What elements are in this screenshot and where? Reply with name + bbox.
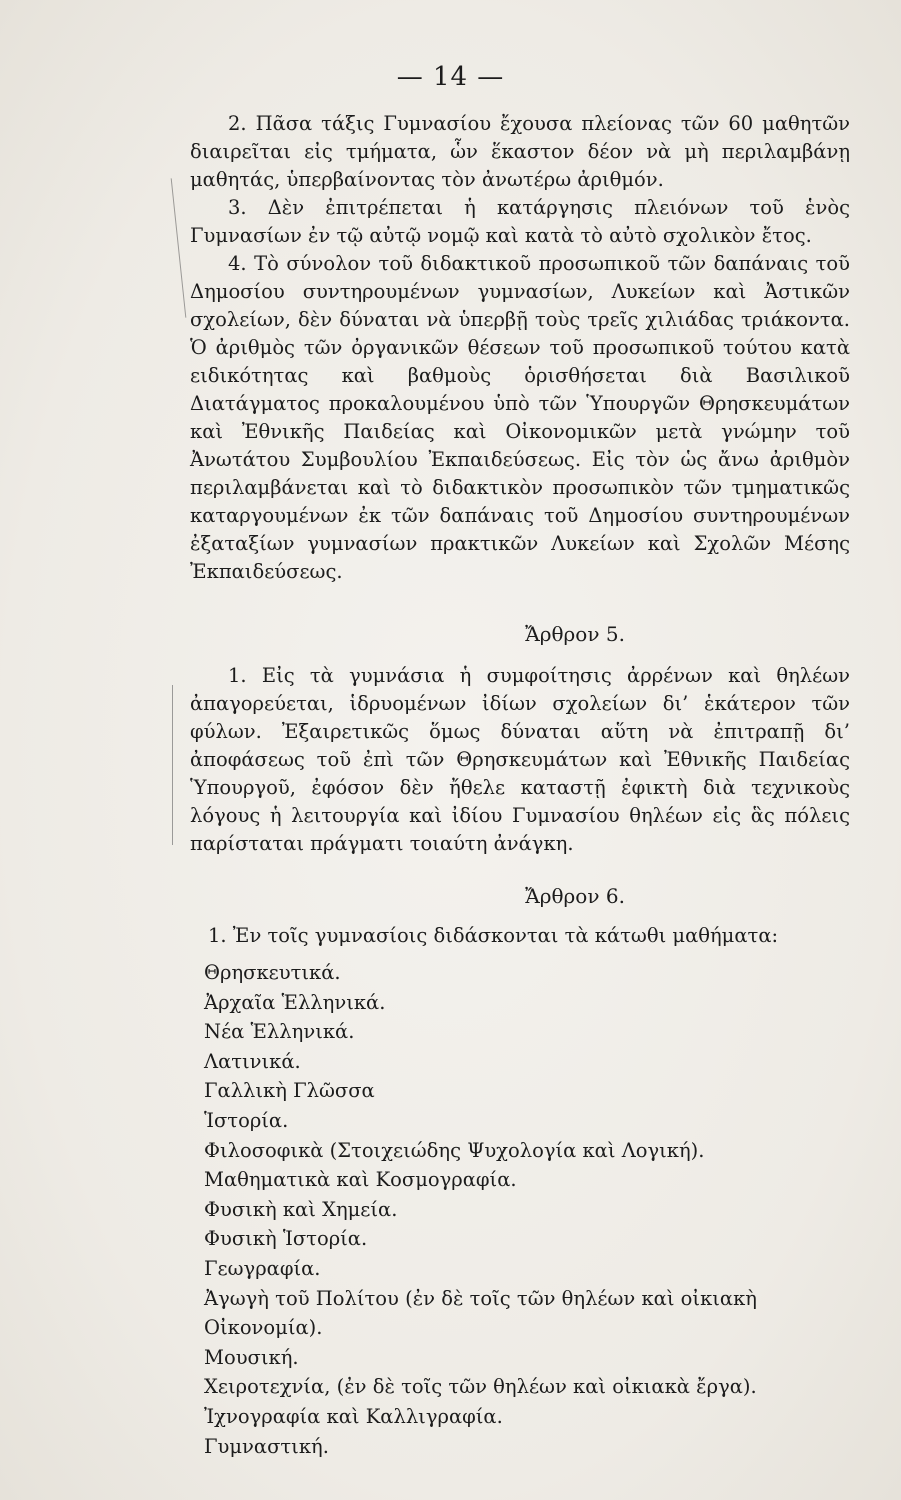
- list-item: Ἱστορία.: [204, 1108, 289, 1132]
- list-item: Φυσικὴ καὶ Χημεία.: [204, 1197, 398, 1221]
- list-item: Ἀρχαῖα Ἑλληνικά.: [204, 990, 386, 1014]
- list-item: Μουσική.: [204, 1345, 299, 1369]
- article4-text: [190, 110, 850, 586]
- list-item: Φιλοσοφικὰ (Στοιχειώδης Ψυχολογία καὶ Λογική).: [204, 1138, 705, 1162]
- list-item: Ἰχνογραφία καὶ Καλλιγραφία.: [204, 1404, 503, 1428]
- margin-bracket-mark: [171, 178, 187, 317]
- list-item: Νέα Ἑλληνικά.: [204, 1020, 355, 1044]
- list-item: Χειροτεχνία, (ἐν δὲ τοῖς τῶν θηλέων καὶ οἰκιακὰ ἔργα).: [204, 1375, 757, 1399]
- paragraph: 1. Εἰς τὰ γυμνάσια ἡ συμφοίτησις ἀρρένων καὶ θηλέων ἀπαγορεύεται, ἱδρυομένων ἰδίων σχολείων δι’ ἑκάτερον τῶν φύλων. Ἐξαιρετικῶς ὅμως δύναται αὕτη νὰ ἐπιτραπῇ δι’ ἀποφάσεως τοῦ ἐπὶ τῶν Θρησκευμάτων καὶ Ἐθνικῆς Παιδείας Ὑπουργοῦ, ἐφόσον δὲν ἤθελε καταστῇ ἐφικτὴ διὰ τεχνικοὺς λόγους ἡ λειτουργία καὶ ἰδίου Γυμνασίου θηλέων εἰς ἃς πόλεις παρίσταται πράγματι τοιαύτη ἀνάγκη.: [190, 664, 850, 855]
- list-item: Ἀγωγὴ τοῦ Πολίτου (ἐν δὲ τοῖς τῶν θηλέων καὶ οἰκιακὴ Οἰκονομία).: [204, 1286, 757, 1340]
- list-item: Μαθηματικὰ καὶ Κοσμογραφία.: [204, 1168, 517, 1192]
- list-item: Λατινικά.: [204, 1049, 301, 1073]
- margin-bracket-mark: [172, 685, 173, 845]
- paragraph: 4. Τὸ σύνολον τοῦ διδακτικοῦ προσωπικοῦ τῶν δαπάναις τοῦ Δημοσίου συντηρουμένων γυμνασίων, Λυκείων καὶ Ἀστικῶν σχολείων, δὲν δύναται νὰ ὑπερβῇ τοὺς τρεῖς χιλιάδας τριάκοντα. Ὁ ἀριθμὸς τῶν ὀργανικῶν θέσεων τοῦ προσωπικοῦ τούτου κατὰ ειδικότητας καὶ βαθμοὺς ὁρισθήσεται διὰ Βασιλικοῦ Διατάγματος προκαλουμένου ὑπὸ τῶν Ὑπουργῶν Θρησκευμάτων καὶ Ἐθνικῆς Παιδείας καὶ Οἰκονομικῶν μετὰ γνώμην τοῦ Ἀνωτάτου Συμβουλίου Ἐκπαιδεύσεως. Εἰς τὸν ὡς ἄνω ἀριθμὸν περιλαμβάνεται καὶ τὸ διδακτικὸν προσωπικὸν τῶν τμηματικῶς καταργουμένων ἐκ τῶν δαπάναις τοῦ Δημοσίου συντηρουμένων ἐξαταξίων γυμνασίων πρακτικῶν Λυκείων καὶ Σχολῶν Μέσης Ἐκπαιδεύσεως.: [190, 252, 850, 583]
- subject-list: [204, 958, 844, 1461]
- list-item: Φυσικὴ Ἱστορία.: [204, 1227, 368, 1251]
- list-item: Γαλλικὴ Γλῶσσα: [204, 1079, 375, 1103]
- list-item: Γεωγραφία.: [204, 1256, 321, 1280]
- list-item: Γυμναστική.: [204, 1434, 329, 1458]
- article-heading: Ἄρθρον 6.: [525, 884, 625, 908]
- paragraph: 1. Ἐν τοῖς γυμνασίοις διδάσκονται τὰ κάτωθι μαθήματα:: [208, 924, 779, 947]
- article-heading: Ἄρθρον 5.: [525, 622, 625, 646]
- list-item: Θρησκευτικά.: [204, 961, 341, 984]
- paragraph: 2. Πᾶσα τάξις Γυμνασίου ἔχουσα πλείονας τῶν 60 μαθητῶν διαιρεῖται εἰς τμήματα, ὧν ἕκαστον δέον νὰ μὴ περιλαμβάνῃ μαθητάς, ὑπερβαίνοντας τὸν ἀνωτέρω ἀριθμόν.: [190, 112, 850, 191]
- page-number: — 14 —: [396, 62, 505, 92]
- article5: [190, 620, 850, 858]
- article6: [190, 882, 850, 950]
- paragraph: 3. Δὲν ἐπιτρέπεται ἡ κατάργησις πλειόνων τοῦ ἑνὸς Γυμνασίων ἐν τῷ αὐτῷ νομῷ καὶ κατὰ τὸ αὐτὸ σχολικὸν ἔτος.: [190, 196, 850, 247]
